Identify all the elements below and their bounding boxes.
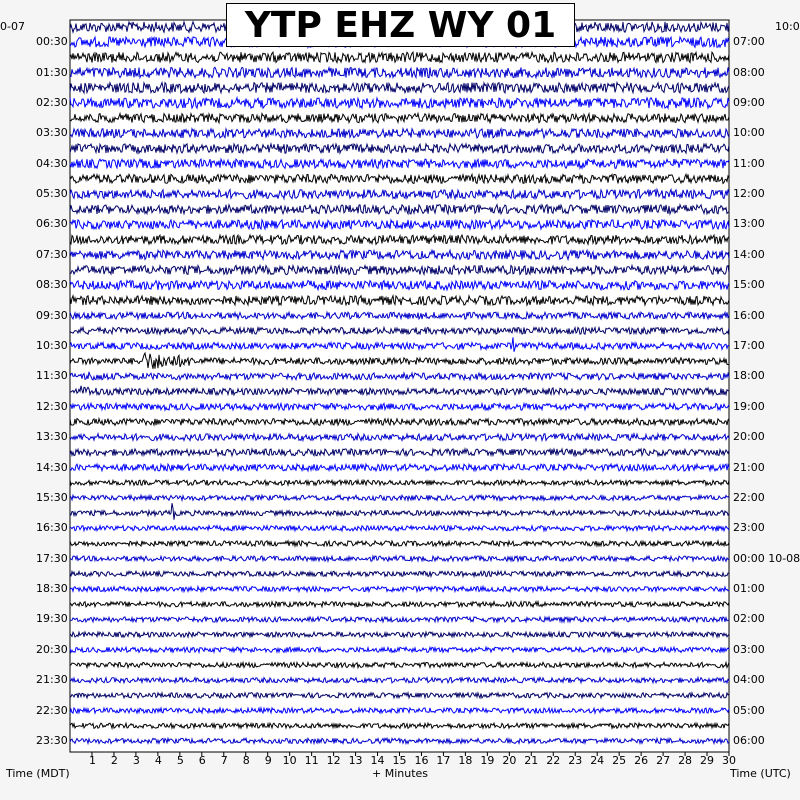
x-tick-label: 10 (282, 754, 297, 767)
right-time-label: 22:00 (733, 490, 765, 504)
x-tick-label: 4 (154, 754, 162, 767)
right-time-label: 08:00 (733, 65, 765, 79)
right-time-label: 21:00 (733, 460, 765, 474)
x-tick-label: 28 (678, 754, 693, 767)
x-tick-label: 13 (348, 754, 363, 767)
left-time-label: 05:30 (36, 187, 68, 201)
x-tick-label: 8 (242, 754, 250, 767)
x-tick-label: 16 (414, 754, 429, 767)
left-time-label: 06:30 (36, 217, 68, 231)
left-time-label: 23:30 (36, 733, 68, 747)
right-time-label: 09:00 (733, 95, 765, 109)
right-time-label: 19:00 (733, 399, 765, 413)
left-time-label: 15:30 (36, 490, 68, 504)
left-time-label: 09:30 (36, 308, 68, 322)
left-time-label: 12:30 (36, 399, 68, 413)
x-tick-label: 6 (198, 754, 206, 767)
left-time-label: 21:30 (36, 673, 68, 687)
right-time-label: 03:00 (733, 642, 765, 656)
right-time-label: 18:00 (733, 369, 765, 383)
plot-area (70, 20, 729, 752)
x-tick-label: 27 (656, 754, 671, 767)
left-time-label: 18:30 (36, 582, 68, 596)
x-tick-label: 20 (502, 754, 517, 767)
x-tick-label: 2 (110, 754, 118, 767)
x-tick-label: 15 (392, 754, 407, 767)
right-axis-label: Time (UTC) (730, 767, 791, 780)
x-tick-label: 26 (634, 754, 649, 767)
left-axis-label: Time (MDT) (6, 767, 70, 780)
x-tick-label: 23 (568, 754, 583, 767)
left-time-label: 02:30 (36, 95, 68, 109)
right-time-label: 02:00 (733, 612, 765, 626)
right-time-label: 06:00 (733, 733, 765, 747)
top-right-time: 10:0 (775, 20, 800, 33)
x-tick-label: 9 (264, 754, 272, 767)
right-time-label: 11:00 (733, 156, 765, 170)
left-time-label: 10:30 (36, 338, 68, 352)
x-tick-label: 29 (700, 754, 715, 767)
right-time-label: 23:00 (733, 521, 765, 535)
left-time-label: 01:30 (36, 65, 68, 79)
left-time-label: 08:30 (36, 278, 68, 292)
x-tick-label: 18 (458, 754, 473, 767)
x-tick-label: 22 (546, 754, 561, 767)
top-left-date: 0-07 (0, 20, 25, 33)
x-tick-label: 11 (304, 754, 319, 767)
right-time-label: 10:00 (733, 126, 765, 140)
left-time-label: 11:30 (36, 369, 68, 383)
right-time-label: 12:00 (733, 187, 765, 201)
x-tick-label: 25 (612, 754, 627, 767)
x-tick-label: 1 (88, 754, 96, 767)
title-box (226, 3, 575, 47)
left-time-label: 17:30 (36, 551, 68, 565)
left-time-label: 00:30 (36, 35, 68, 49)
x-tick-label: 14 (370, 754, 385, 767)
left-time-label: 07:30 (36, 247, 68, 261)
left-time-label: 14:30 (36, 460, 68, 474)
x-axis-label: + Minutes (372, 767, 429, 780)
left-time-label: 19:30 (36, 612, 68, 626)
chart-title: YTP EHZ WY 01 (244, 4, 557, 46)
left-time-label: 03:30 (36, 126, 68, 140)
x-tick-label: 5 (176, 754, 184, 767)
right-time-label: 17:00 (733, 338, 765, 352)
right-time-label: 16:00 (733, 308, 765, 322)
x-tick-label: 30 (722, 754, 736, 767)
right-time-label: 05:00 (733, 703, 765, 717)
x-tick-label: 24 (590, 754, 605, 767)
x-tick-label: 17 (436, 754, 451, 767)
x-tick-label: 12 (326, 754, 341, 767)
left-time-label: 13:30 (36, 430, 68, 444)
right-time-label: 00:00 10-08 (733, 551, 800, 565)
x-tick-label: 7 (220, 754, 228, 767)
x-tick-label: 21 (524, 754, 539, 767)
right-time-label: 15:00 (733, 278, 765, 292)
right-time-label: 20:00 (733, 430, 765, 444)
left-time-label: 16:30 (36, 521, 68, 535)
left-time-label: 20:30 (36, 642, 68, 656)
x-tick-label: 3 (132, 754, 140, 767)
right-time-label: 01:00 (733, 582, 765, 596)
left-time-label: 22:30 (36, 703, 68, 717)
left-time-label: 04:30 (36, 156, 68, 170)
right-time-label: 13:00 (733, 217, 765, 231)
right-time-label: 14:00 (733, 247, 765, 261)
x-tick-label: 19 (480, 754, 495, 767)
right-time-label: 07:00 (733, 35, 765, 49)
right-time-label: 04:00 (733, 673, 765, 687)
